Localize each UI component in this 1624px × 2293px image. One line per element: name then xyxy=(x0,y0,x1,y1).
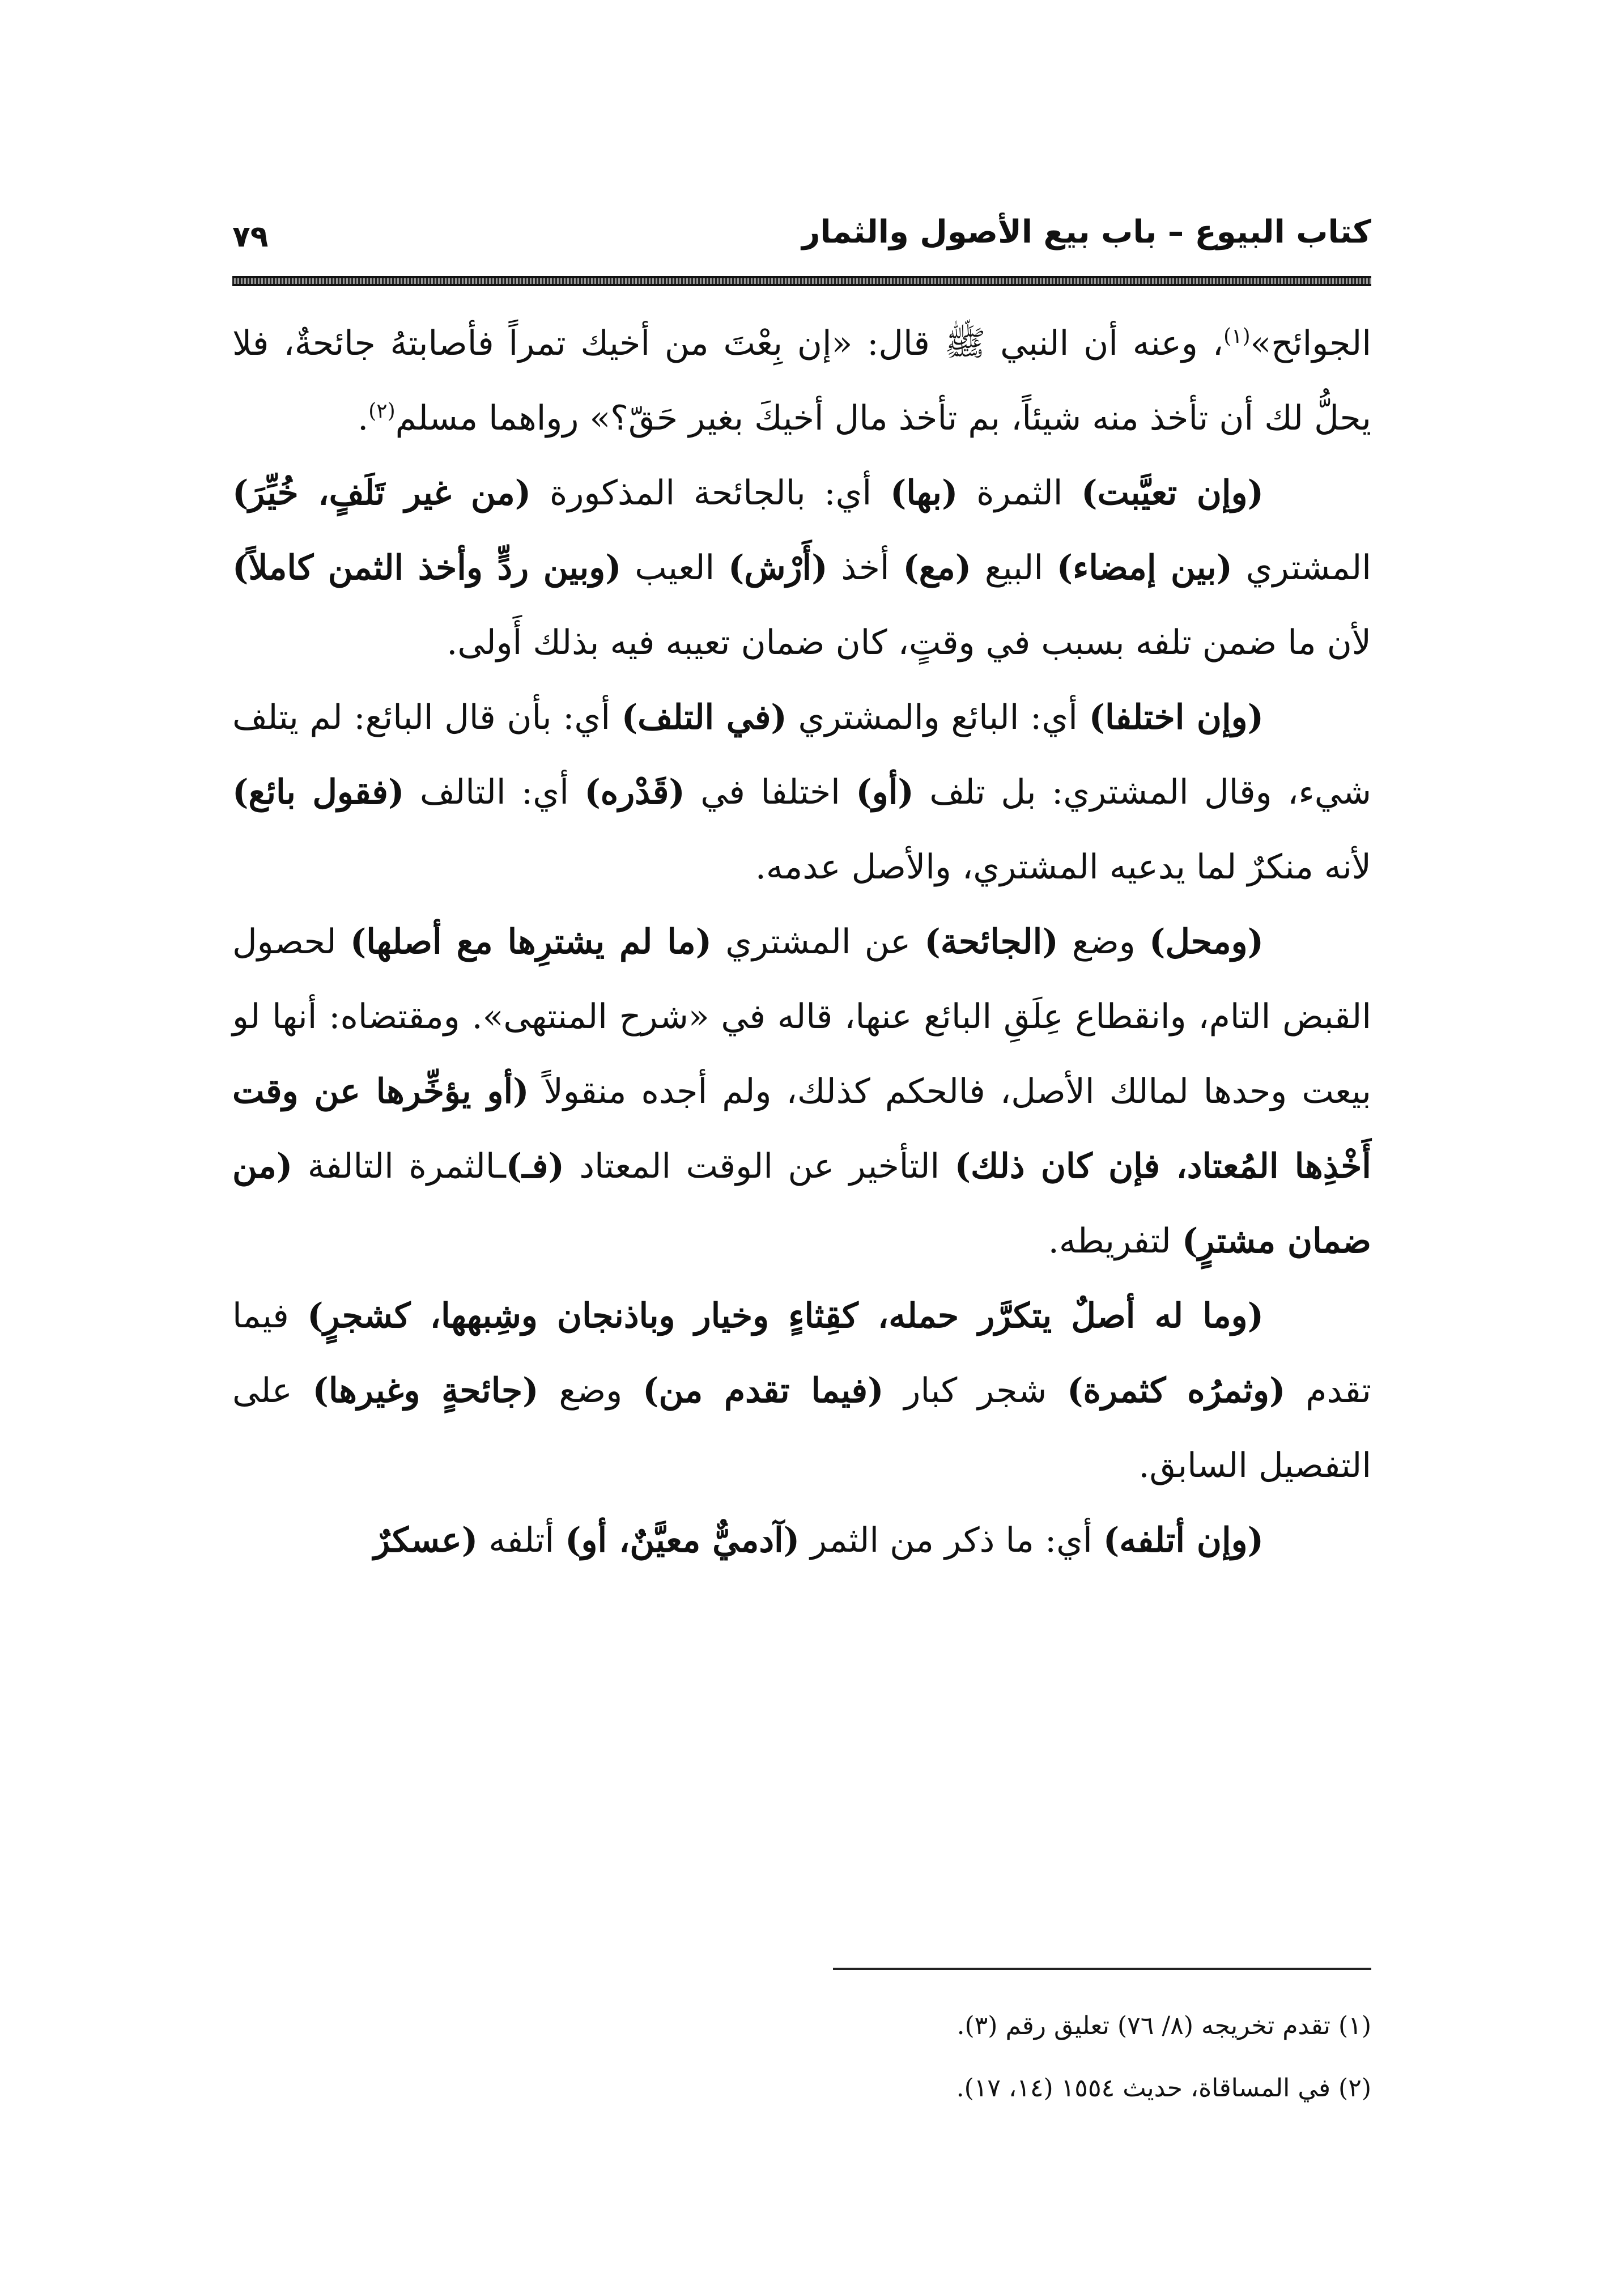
sharh-text: أخذ xyxy=(827,548,903,588)
sharh-text: على التفصيل السابق. xyxy=(232,1371,1371,1485)
footnote-2: (٢) في المساقاة، حديث ١٥٥٤ (١٤، ١٧). xyxy=(956,2074,1371,2103)
matn-text: (من ضمان مشترٍ) xyxy=(232,1146,1371,1261)
sharh-text: أي: ما ذكر من الثمر xyxy=(800,1521,1103,1560)
sharh-text: البيع xyxy=(971,548,1057,588)
sharh-text: الثمرة xyxy=(958,473,1082,513)
chapter-title: كتاب البيوع – باب بيع الأصول والثمار xyxy=(802,214,1371,250)
matn-text: (مع) xyxy=(903,548,972,588)
sharh-text: لأن ما ضمن تلفه بسبب في وقتٍ، كان ضمان تعيبه فيه بذلك أَولى. xyxy=(447,623,1371,663)
matn-text: (ما لم يشترِها مع أصلها) xyxy=(350,922,712,962)
matn-text: (آدميٌّ معيَّنٌ، أو) xyxy=(565,1521,800,1560)
paragraph-1 xyxy=(232,306,1371,456)
sharh-text: أي: التالف xyxy=(404,772,585,812)
paragraph-5 xyxy=(232,1279,1371,1503)
matn-text: (من غير تَلَفٍ، خُيِّرَ) xyxy=(232,473,532,513)
running-header xyxy=(232,210,1371,272)
matn-text: (أَرْش) xyxy=(728,548,828,588)
sharh-text: أي: بأن قال البائع: لم يتلف شيء، وقال المشتري: بل تلف xyxy=(232,698,1371,812)
matn-text: (فـ) xyxy=(505,1146,564,1186)
sharh-text: لتفريطه. xyxy=(1048,1221,1182,1261)
sharh-text: عن المشتري xyxy=(712,922,925,962)
matn-text: (أو) xyxy=(856,772,914,812)
sharh-text: وضع xyxy=(538,1371,643,1411)
matn-text: (فقول بائع) xyxy=(232,772,405,812)
matn-text: (ومحل) xyxy=(1149,922,1264,962)
matn-text: (في التلف) xyxy=(621,698,787,737)
sharh-text: أي: بالجائحة المذكورة xyxy=(531,473,890,513)
matn-text: (وبين ردٍّ وأخذ الثمن كاملاً) xyxy=(232,548,622,588)
sharh-text: فيما تقدم xyxy=(232,1296,1372,1411)
matn-text: (بها) xyxy=(890,473,958,513)
matn-text: (بين إمضاء) xyxy=(1056,548,1232,588)
matn-text: (عسكرٌ xyxy=(373,1521,478,1560)
paragraph-6 xyxy=(232,1503,1371,1578)
text-run: الجوائح» xyxy=(1250,324,1371,363)
matn-text: (أو يؤخِّرها عن وقت أَخْذِها المُعتاد، فإن كان ذلك) xyxy=(232,1072,1371,1186)
matn-text: (قَدْره) xyxy=(584,772,685,812)
text-run: ، وعنه أن النبي ﷺ قال: «إن بِعْتَ من أخيك تمراً فأصابتهُ جائحةٌ، فلا يحلُّ لك أن تأخذ منه شيئاً، بم تأخذ مال أخيكَ بغير حَقّ؟» رواهما مسلم xyxy=(232,324,1371,438)
matn-text: (وإن اختلفا) xyxy=(1089,698,1264,737)
matn-text: (وإن تعيَّبت) xyxy=(1081,473,1264,513)
footnote-1: (١) تقدم تخريجه (٨/ ٧٦) تعليق رقم (٣). xyxy=(956,2011,1371,2040)
main-text xyxy=(232,306,1371,1578)
footnote-ref-1: (١) xyxy=(1223,325,1251,348)
sharh-text: وضع xyxy=(1058,922,1149,962)
sharh-text: لحصول القبض التام، وانقطاع عِلَقِ البائع عنها، قاله في «شرح المنتهى». ومقتضاه: أنها لو بيعت وحدها لمالك الأصل، فالحكم كذلك، ولم أجده منقولاً xyxy=(232,922,1371,1111)
footnotes xyxy=(232,1995,1371,2120)
sharh-text: اختلفا في xyxy=(685,772,856,812)
sharh-text: العيب xyxy=(621,548,728,588)
matn-text: (جائحةٍ وغيرها) xyxy=(312,1371,539,1411)
matn-text: (فيما تقدم من) xyxy=(643,1371,884,1411)
sharh-text: لأنه منكرٌ لما يدعيه المشتري، والأصل عدمه. xyxy=(755,847,1371,887)
header-rule xyxy=(232,276,1371,286)
matn-text: (الجائحة) xyxy=(924,922,1058,962)
text-run: . xyxy=(358,398,369,438)
sharh-text: ـالثمرة التالفة xyxy=(292,1146,506,1186)
paragraph-4 xyxy=(232,905,1371,1279)
footnote-ref-2: (٢) xyxy=(368,400,396,423)
footnote-separator xyxy=(833,1968,1371,1970)
paragraph-3 xyxy=(232,680,1371,905)
matn-text: (وما له أصلٌ يتكرَّر حمله، كقِثاءٍ وخيار وباذنجان وشِبهها، كشجرٍ) xyxy=(307,1296,1264,1336)
sharh-text: أتلفه xyxy=(478,1521,566,1560)
page-number: ٧٩ xyxy=(232,220,269,254)
matn-text: (وإن أتلفه) xyxy=(1103,1521,1264,1560)
matn-text: (وثمرُه كثمرة) xyxy=(1067,1371,1286,1411)
paragraph-2 xyxy=(232,456,1371,680)
sharh-text: التأخير عن الوقت المعتاد xyxy=(564,1146,955,1186)
sharh-text: المشتري xyxy=(1232,548,1371,588)
sharh-text: شجر كبار xyxy=(883,1371,1068,1411)
sharh-text: أي: البائع والمشتري xyxy=(787,698,1089,737)
